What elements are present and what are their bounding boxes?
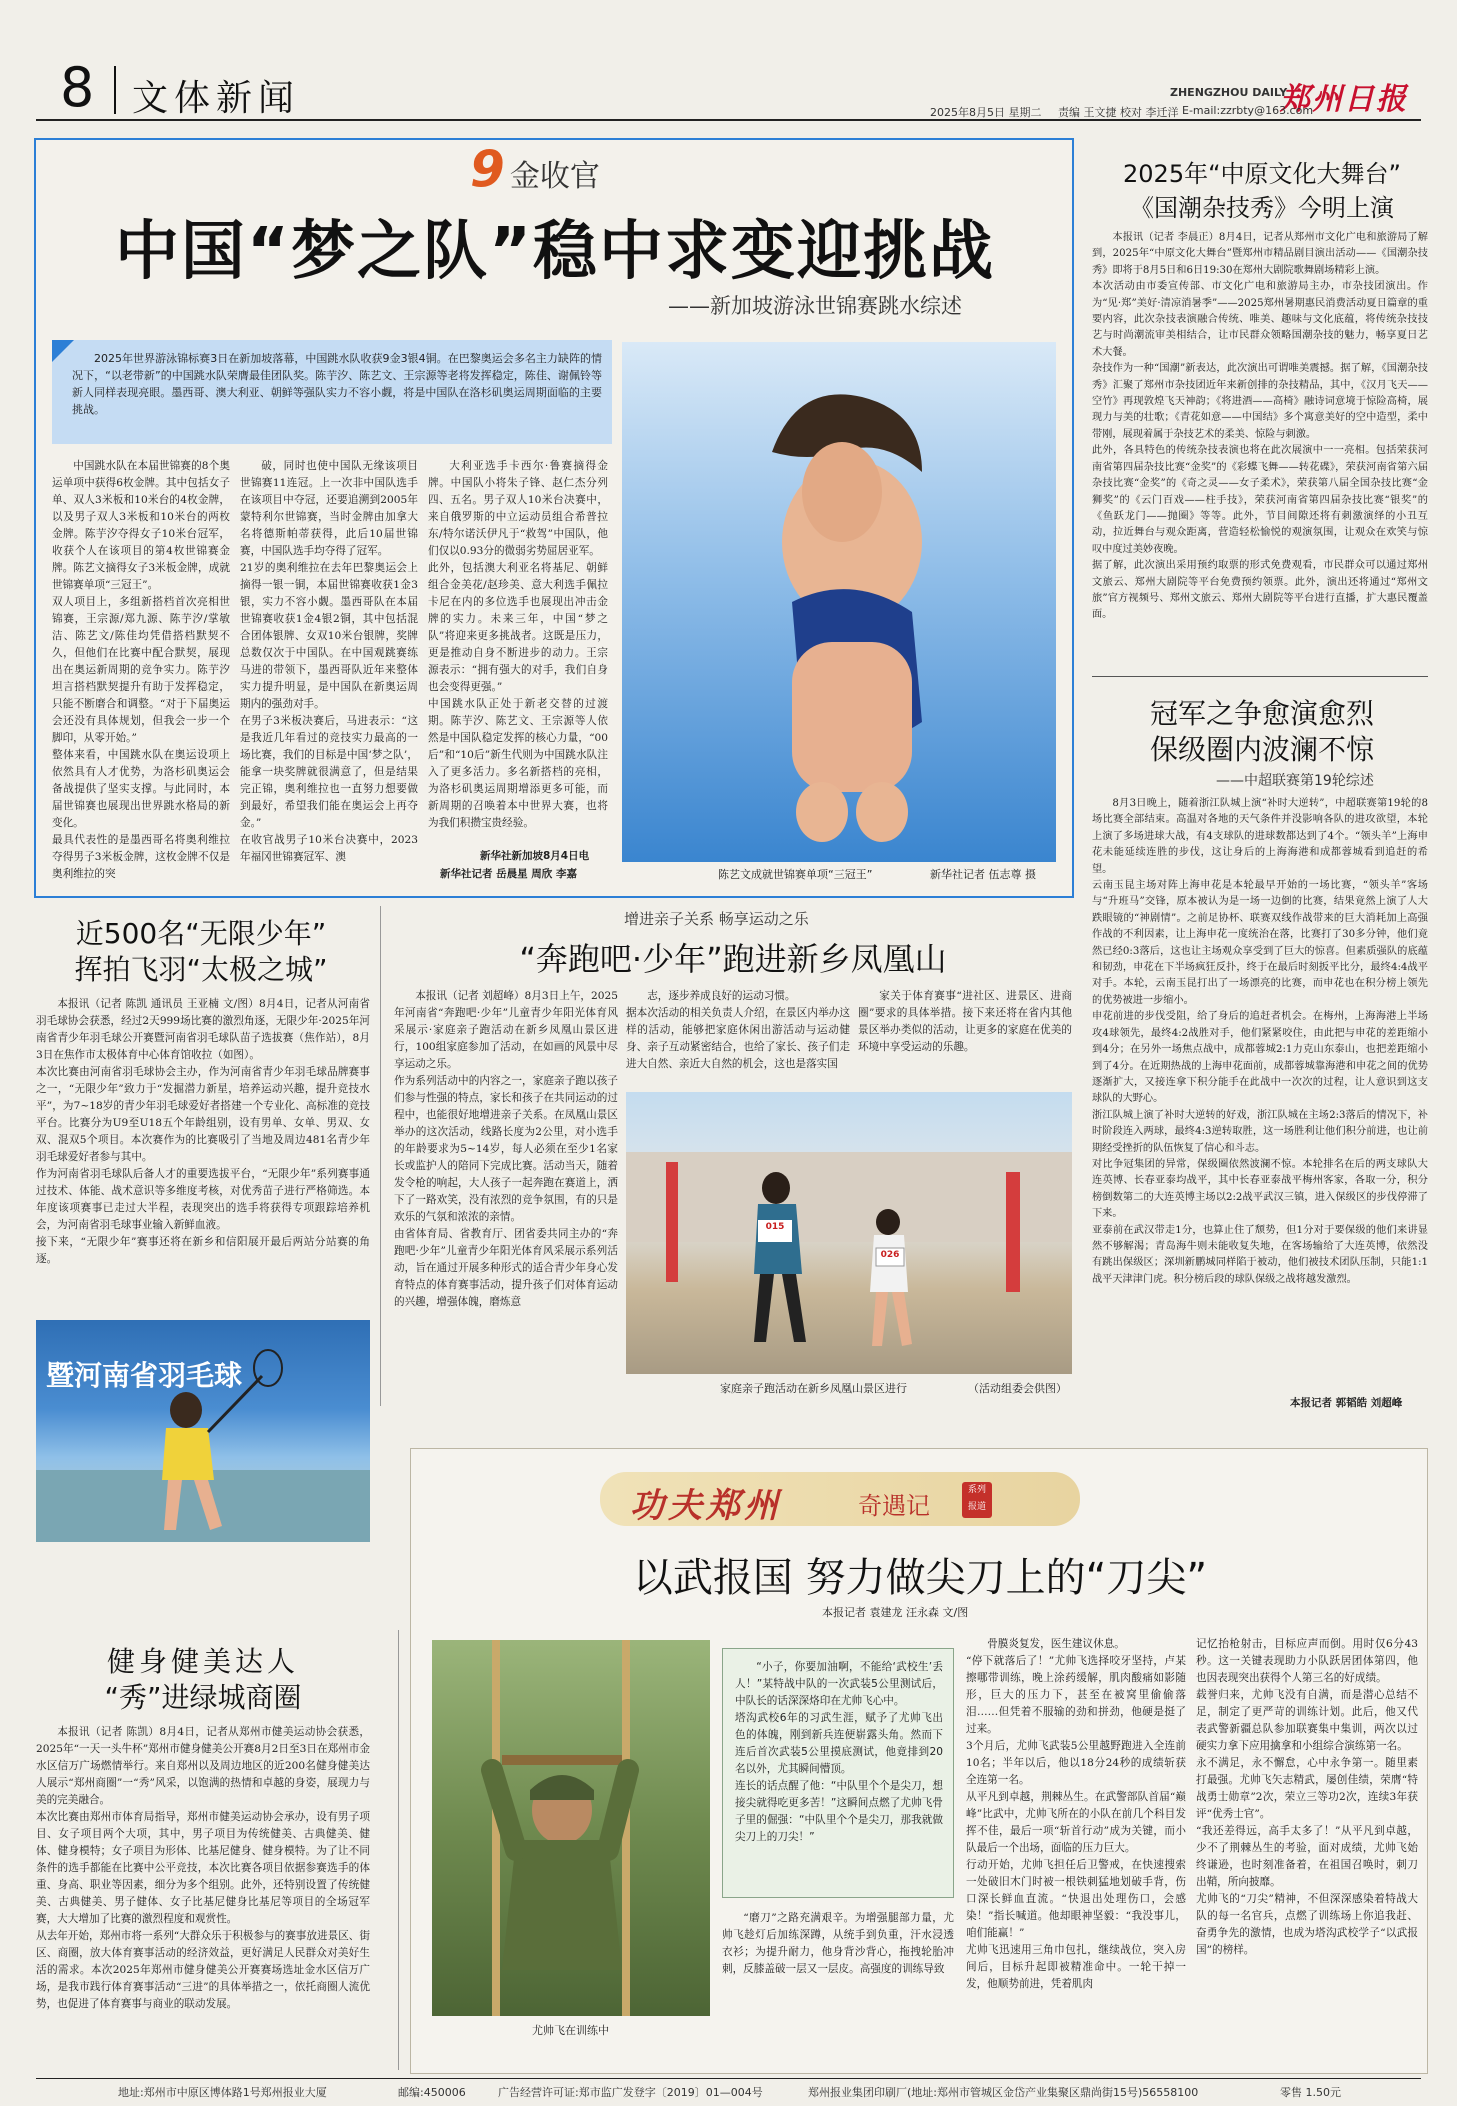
fitness-headline-1: 健身健美达人 — [106, 1645, 299, 1678]
section-title: 文体新闻 — [132, 78, 301, 119]
badminton-column-rule — [380, 906, 381, 1406]
paper-en-name: ZHENGZHOU DAILY — [1170, 86, 1288, 99]
fitness-body: 本报讯（记者 陈凯）8月4日，记者从郑州市健美运动协会获悉，2025年“一天一头牛杯”郑州市健身健美公开赛8月2日至3日在郑州市金水区信万广场燃情举行。来自郑州以及周边地区的近200名健身健美达人展示“郑州商圈”一“秀”风采，以饱满的热情和卓越的身姿，展现力与美的完美融合。 本次比赛由郑州市体育局指导，郑州市健美运动协会承办，设有男子项目、女子项目两个大项，其中，男子项目为传统健美、古典健美、健体、健身模特；女子项目为形体、比基尼健身、健身模特。为了让不同条件的选手都能在比赛中公平竞技，本次比赛各项目依据参赛选手的体重、身高、职业等因素，细分为多个组别。此外，还特别设置了传统健美、古典健美、男子健体、女子比基尼健身比基尼等项目的全场冠军赛，大大增加了比赛的激烈程度和观赏性。 从去年开始，郑州市将一系列“大群众乐于积极参与的赛事放进景区、街区、商圈，放大体育赛事活动的经济效益，更好满足人民群众对美好生活的需求。本次2025年郑州市健身健美公开赛赛场选址金水区信万广场，是我市践行体育赛事活动“三进”的具体举措之一，依托商圈人流优势，也促进了体育赛事与商业的联动发展。 — [36, 1726, 370, 2010]
summary-corner-icon — [52, 340, 74, 362]
kungfu-quote-box — [722, 1648, 954, 1898]
editor-line: 责编 王文捷 校对 李迁洋 — [1058, 106, 1179, 119]
fitness-column-rule — [398, 1630, 399, 2070]
kungfu-banner-title: 功夫郑州 — [630, 1486, 782, 1526]
running-kicker: 增进亲子关系 畅享运动之乐 — [624, 910, 809, 928]
lead-dateline: 新华社新加坡8月4日电 — [480, 850, 590, 862]
kungfu-photo — [432, 1640, 710, 2016]
diving-photo — [622, 342, 1056, 862]
right-divider-1 — [1092, 676, 1428, 677]
kicker-number: 9 — [470, 140, 505, 198]
lead-photo-credit: 新华社记者 伍志尊 摄 — [930, 868, 1036, 881]
fitness-headline-2: “秀”进绿城商圈 — [104, 1681, 302, 1714]
badminton-headline-2: 挥拍飞羽“太极之城” — [74, 953, 328, 986]
diver-illustration — [622, 342, 1056, 862]
footer-printer: 郑州报业集团印刷厂(地址:郑州市管城区金岱产业集聚区鼎尚街15号)56558100 — [808, 2086, 1199, 2099]
acrobatics-headline-1: 2025年“中原文化大舞台” — [1123, 160, 1401, 188]
footer-license: 广告经营许可证:郑市监广发登字〔2019〕01—004号 — [498, 2086, 763, 2099]
csl-headline-2: 保级圈内波澜不惊 — [1150, 733, 1375, 766]
lead-col3: 大利亚选手卡西尔·鲁赛摘得金牌。中国队小将朱子锋、赵仁杰分列四、五名。男子双人10米台决赛中，来自俄罗斯的中立运动员组合希普拉东/特尔诺沃伊凡于“救驾”中国队，他们仅以0.93分的微弱劣势屈居亚军。 此外，包括澳大利亚名将基尼、朝鲜组合金美花/赵珍美、意大利选手佩拉卡尼在内的多位选手也展现出冲击金牌的实力。未来三年，中国“梦之队”将迎来更多挑战者。这既是压力，更是推动自身不断进步的动力。王宗源表示：“拥有强大的对手，我们自身也会变得更强。” 中国跳水队正处于新老交替的过渡期。陈芋汐、陈艺文、王宗源等人依然是中国队稳定发挥的核心力量，“00后”和“10后”新生代则为中国跳水队注入了更多活力。多名新搭档的亮相，为洛杉矶奥运周期增添更多可能，而新周期的召唤着本中世界大赛，也将为我们积攒宝贵经验。 — [428, 460, 608, 829]
badminton-body: 本报讯（记者 陈凯 通讯员 王亚楠 文/图）8月4日，记者从河南省羽毛球协会获悉，经过2天999场比赛的激烈角逐，无限少年·2025年河南省青少年羽毛球公开赛暨河南省羽毛球队苗子选拔赛（焦作站），8月3日在焦作市太极体育中心体育馆收拉（如图）。 本次比赛由河南省羽毛球协会主办，作为河南省青少年羽毛球品牌赛事之一，“无限少年”致力于“发掘潜力新星，培养运动兴趣，提升竞技水平”，为7~18岁的青少年羽毛球爱好者搭建一个专业化、高标准的竞技平台。比赛分为U9至U18五个年龄组别，设有男单、女单、男双、女双、混双5个项目。本次赛作为的比赛吸引了当地及周边481名青少年羽毛球爱好者参与其中。 作为河南省羽毛球队后备人才的重要选拔平台，“无限少年”系列赛事通过技术、体能、战术意识等多维度考核，对优秀苗子进行严格筛选。本年度该项赛事已走过大半程，表现突出的选手将获得专项跟踪培养机会，为河南省羽毛球事业输入新鲜血液。 接下来，“无限少年”赛事还将在新乡和信阳展开最后两站分站赛的角逐。 — [36, 998, 370, 1265]
paper-logo: 郑州日报 — [1280, 82, 1408, 117]
masthead-rule — [36, 119, 1421, 121]
running-photo — [626, 1092, 1072, 1374]
page-number: 8 — [60, 56, 95, 119]
running-photo-caption: 家庭亲子跑活动在新乡凤凰山景区进行 — [720, 1382, 907, 1395]
lead-summary: 2025年世界游泳锦标赛3日在新加坡落幕，中国跳水队收获9金3银4铜。在巴黎奥运会多名主力缺阵的情况下，“以老带新”的中国跳水队荣膺最佳团队奖。陈芋汐、陈艺文、王宗源等老将发挥稳定，陈佳、谢佩铃等新人同样表现亮眼。墨西哥、澳大利亚、朝鲜等强队实力不容小觑，将是中国队在洛杉矶奥运周期面临的主要挑战。 — [72, 352, 602, 416]
running-col1: 本报讯（记者 刘超峰）8月3日上午，2025年河南省“奔跑吧·少年”儿童青少年阳光体育风采展示·家庭亲子跑活动在新乡凤凰山景区进行，100组家庭参加了活动，在如画的风景中尽享运动之乐。 作为系列活动中的内容之一，家庭亲子跑以孩子们参与性强的特点，家长和孩子在共同运动的过程中，也能很好地增进亲子关系。在凤凰山景区举办的这次活动，线路长度为2公里，对小选手的年龄要求为5~14岁，每人必须在至少1名家长或监护人的陪同下完成比赛。活动当天，随着发令枪的响起，大人孩子一起奔跑在赛道上，洒下了一路欢笑，没有浓烈的竞争氛围，有的只是欢乐的气氛和浓浓的亲情。 由省体育局、省教育厅、团省委共同主办的“奔跑吧·少年”儿童青少年阳光体育风采展示系列活动，旨在通过开展多种形式的适合青少年身心发育特点的体育赛事活动，提升孩子们对体育运动的兴趣，增强体魄，磨炼意 — [394, 990, 618, 1308]
lead-subhead: ——新加坡游泳世锦赛跳水综述 — [668, 294, 962, 318]
running-photo-credit: （活动组委会供图） — [968, 1382, 1067, 1395]
lead-summary-box — [52, 340, 612, 444]
lead-kicker — [470, 140, 600, 198]
running-headline: “奔跑吧·少年”跑进新乡凤凰山 — [519, 940, 947, 978]
kungfu-col3: 记忆抬枪射击，目标应声而倒。用时仅6分43秒。这一关键表现助力小队跃居团体第四，他也因表现突出获得个人第三名的好成绩。 载誉归来，尤帅飞没有自满，而是潜心总结不足，制定了更严苛的训练计划。此后，他又代表武警新疆总队参加联赛集中集训，两次以过硬实力拿下应用擒拿和小组综合演练第一名。 永不满足，永不懈怠，心中永争第一。随里素打最强。尤帅飞矢志精武，屡创佳绩，荣膺“特战勇士勋章”2次，荣立三等功2次，连续3年获评“优秀士官”。 “我还差得远，高手太多了！”从平凡到卓越，少不了荆棘丛生的考验，面对成绩，尤帅飞始终谦逊，也时刻准备着，在祖国召唤时，刺刀出鞘，所向披靡。 尤帅飞的“刀尖”精神，不但深深感染着特战大队的每一名官兵，点燃了训练场上你追我赶、奋勇争先的激情，也成为塔沟武校学子“以武报国”的榜样。 — [1196, 1638, 1418, 1956]
footer-postcode: 邮编:450006 — [398, 2086, 466, 2099]
kungfu-series-tag — [962, 1482, 992, 1518]
lead-reporters: 新华社记者 岳晨星 周欣 李嘉 — [440, 868, 577, 880]
badminton-headline-1: 近500名“无限少年” — [75, 917, 327, 950]
lead-col1: 中国跳水队在本届世锦赛的8个奥运单项中获得6枚金牌。其中包括女子单、双人3米板和10米台的4枚金牌，以及男子双人3米板和10米台的两枚金牌。陈芋汐夺得女子10米台冠军，收获个人在该项目的第4枚世锦赛金牌。陈艺文摘得女子3米板金牌，成就世锦赛单项“三冠王”。 双人项目上，多组新搭档首次亮相世锦赛，王宗源/郑九源、陈芋汐/掌敏洁、陈艺文/陈佳均凭借搭档默契不久，但他们在比赛中配合默契，展现出在奥运新周期的竞争实力。陈芋汐坦言搭档默契提升有助于发挥稳定，只能不断磨合和调整。“对于下届奥运会还没有具体规划，但我会一步一个脚印，从零开始。” 整体来看，中国跳水队在奥运设项上依然具有人才优势，为洛杉矶奥运会备战提供了坚实支撑。与此同时，本届世锦赛也展现出世界跳水格局的新变化。 最具代表性的是墨西哥名将奥利维拉夺得男子3米板金牌，这枚金牌不仅是奥利维拉的突 — [52, 460, 230, 880]
csl-headline-1: 冠军之争愈演愈烈 — [1150, 697, 1375, 730]
running-col3: 家关于体育赛事“进社区、进景区、进商圈”要求的具体举措。接下来还将在省内其他景区举办类似的活动，让更多的家庭在优美的环境中享受运动的乐趣。 — [858, 990, 1072, 1053]
csl-byline: 本报记者 郭韬皓 刘超峰 — [1290, 1397, 1403, 1409]
lead-col2: 破，同时也使中国队无缘该项目世锦赛11连冠。上一次非中国队选手在该项目中夺冠，还要追溯到2005年蒙特利尔世锦赛，当时金牌由加拿大名将德斯帕蒂获得，此后10届世锦赛，中国队选手均夺得了冠军。 21岁的奥利维拉在去年巴黎奥运会上摘得一银一铜，本届世锦赛收获1金3银，实力不容小觑。墨西哥队在本届世锦赛收获1金4银2铜，其中包括混合团体银牌、女双10米台银牌，奖牌总数仅次于中国队。在中国观跳赛练马进的带领下，墨西哥队近年来整体实力提升明显，是中国队在新奥运周期内的强劲对手。 在男子3米板决赛后，马进表示：“这是我近几年看过的竞技实力最高的一场比赛，我们的目标是中国‘梦之队’，能拿一块奖牌就很满意了，但是结果完正锦，奥利维拉也一直努力想要做到最好，希望我们能在奥运会上再夺金。” 在收官战男子10米台决赛中，2023年福冈世锦赛冠军、澳 — [240, 460, 418, 863]
kungfu-banner — [600, 1472, 1080, 1526]
footer-price: 零售 1.50元 — [1280, 2086, 1341, 2099]
kungfu-headline: 以武报国 努力做尖刀上的“刀尖” — [632, 1555, 1208, 1601]
csl-subhead: ——中超联赛第19轮综述 — [1216, 773, 1374, 789]
acrobatics-body: 本报讯（记者 李晨正）8月4日，记者从郑州市文化广电和旅游局了解到，2025年“中原文化大舞台”暨郑州市精品剧目演出活动——《国潮杂技秀》即将于8月5日和6日19:30在郑州大剧院歌舞剧场精彩上演。 本次活动由市委宣传部、市文化广电和旅游局主办，市杂技团演出。作为“见·郑”美好·清凉消暑季”——2025郑州暑期惠民消费活动夏日篇章的重要内容，此次杂技表演融合传统、唯美、趣味与文化底蕴，将传统杂技技艺与时尚潮流审美相结合，让市民群众领略国潮杂技的魅力，畅享夏日艺术大餐。 杂技作为一种“国潮”新表达，此次演出可谓唯美震撼。据了解，《国潮杂技秀》汇聚了郑州市杂技团近年来新创排的杂技精品，其中，《汉月飞天——空竹》再现敦煌飞天神韵；《将进酒——高椅》融诗词意境于惊险高椅，展现力与美的壮歌；《青花如意——中国结》多个寓意美好的空中造型，柔中带刚，展现着属于杂技艺术的柔美、惊险与刺激。 此外，各具特色的传统杂技表演也将在此次展演中一一亮相。包括荣获河南省第四届杂技比赛“金奖”的《彩蝶飞舞——转花碟》，荣获河南省第六届杂技比赛“金奖”的《奇之灵——女子柔术》，荣获第八届全国杂技比赛“金狮奖”的《云门百戏——柱手技》，荣获河南省第四届杂技比赛“银奖”的《鱼跃龙门——抛圈》等等。此外，节目间隙还将有刺激演绎的小丑互动，拉近舞台与观众距离，营造轻松愉悦的观演氛围，让观众在欢笑与惊叹中度过美妙夜晚。 据了解，此次演出采用预约取票的形式免费观看，市民群众可以通过郑州文旅云、郑州大剧院等平台免费预约领票。此外，演出还将通过“郑州文旅”官方视频号、郑州文旅云、郑州大剧院等平台进行直播，扩大惠民覆盖面。 — [1092, 232, 1428, 621]
acrobatics-headline-2: 《国潮杂技秀》今明上演 — [1130, 194, 1394, 222]
runner-bib-2: 026 — [880, 1250, 900, 1260]
badminton-photo — [36, 1320, 370, 1542]
footer-rule — [36, 2078, 1421, 2079]
kungfu-series-tag-2: 报道 — [967, 1502, 986, 1512]
badminton-player-illustration — [36, 1320, 370, 1542]
soldier-illustration — [432, 1640, 710, 2016]
kungfu-photo-caption: 尤帅飞在训练中 — [532, 2024, 609, 2037]
kungfu-series-tag-1: 系列 — [967, 1485, 986, 1495]
kungfu-col1-tail: “磨刀”之路充满艰辛。为增强腿部力量，尤帅飞趁灯后加练深蹲，从统手到负重，汗水浸透衣衫；为提升耐力，他身背沙背心，拖拽轮胎冲刺，反膝盖破一层又一层皮。高强度的训练导致 — [722, 1912, 954, 1975]
lead-headline: 中国“梦之队”稳中求变迎挑战 — [114, 215, 996, 289]
masthead-divider — [114, 66, 116, 114]
kungfu-banner-sub: 奇遇记 — [858, 1492, 930, 1520]
email-line: E-mail:zzrbty@163.com — [1182, 104, 1314, 117]
runner-bib-1: 015 — [765, 1222, 785, 1232]
badminton-banner-text: 暨河南省羽毛球 — [46, 1359, 243, 1392]
running-col2: 志，逐步养成良好的运动习惯。 据本次活动的相关负责人介绍，在景区内举办这样的活动，能够把家庭休闲出游活动与运动健身、亲子互动紧密结合，也给了家长、孩子们走进大自然、亲近大自然的机会，这也是落实国 — [626, 990, 850, 1070]
footer-address: 地址:郑州市中原区博体路1号郑州报业大厦 — [118, 2086, 327, 2099]
kicker-text: 金收官 — [509, 159, 600, 194]
date-line: 2025年8月5日 星期二 — [930, 106, 1042, 119]
kungfu-byline: 本报记者 袁建龙 汪永森 文/图 — [822, 1606, 969, 1619]
csl-body: 8月3日晚上，随着浙江队城上演“补时大逆转”，中超联赛第19轮的8场比赛全部结束。高温对各地的天气条件并没影响各队的进攻欲望，本轮上演了多场进球大战，有4支球队的进球数都达到了4个。“领头羊”上海申花未能延续连胜的步伐，这让身后的上海海港和成都蓉城看到追赶的希望。 云南玉昆主场对阵上海申花是本轮最早开始的一场比赛，“领头羊”客场与“升班马”交锋，原本被认为是一场一边倒的比赛，结果竟然上演了人大跌眼镜的“神剧情”。之前足协杯、联赛双线作战带来的巨大消耗加上高强作战的不利因素，让上海申花一度统治在落，比赛打了30多分钟，他们竟然已经0:3落后，这也让主场观众享受到了巨大的惊喜。但素质强队的底蕴和韧劲，申花在下半场疯狂反扑，终于在最后时刻扳平比分，最终4:4战平对手。本轮，云南玉昆打出了一场漂亮的比赛，而申花也在积分榜上领先的优势被进一步缩小。 申花前进的步伐受阻，给了身后的追赶者机会。在梅州，上海海港上半场攻4球领先，最终4:2战胜对手，他们紧紧咬住，由此把与申花的差距缩小到4分；在另外一场焦点战中，成都蓉城2:1力克山东泰山，也把差距缩小到了4分。在近期热战的上海申花面前，成都蓉城靠海港和申花之间的优势逐渐扩大，又接连拿下积分能手在此战中一次次的过程，让人意识到这支球队的大野心。 浙江队城上演了补时大逆转的好戏，浙江队城在主场2:3落后的情况下，补时阶段连入两球，最终4:3逆转取胜，这一场胜利让他们积分前进，也让前期经受挫折的队伍恢复了信心和斗志。 对比争冠集团的异常，保级圈依然波澜不惊。本轮排名在后的两支球队大连英博、长春亚泰均战平，其中长春亚泰战平梅州客家，各取一分，积分榜倒数第二的大连英博主场以2:2战平武汉三镇，进入保级区的步伐停滞了下来。 亚泰前在武汉带走1分，也算止住了颓势，但1分对于要保级的他们来讲显然不够解渴；青岛海牛则未能收复失地，在客场输给了大连英博，依然没有跳出保级区；深圳新鹏城同样陷于被动，他们被技术团队压制，只能1:1战平天津津门虎。积分榜后段的球队保级之战将越发激烈。 — [1092, 798, 1428, 1285]
masthead — [0, 0, 1457, 124]
kungfu-col2: 骨膜炎复发，医生建议休息。 “停下就落后了！”尤帅飞选择咬牙坚持，卢某擦哪带训练，晚上涂药缓解，肌肉酸痛如影随形，巨大的压力下，甚至在被窝里偷偷落泪……但凭着不服输的劲和拼劲，他硬是挺了过来。 3个月后，尤帅飞武装5公里越野跑进入全连前10名；半年以后，他以18分24秒的成绩斩获全连第一名。 从平凡到卓越，荆棘丛生。在武警部队首届“巅峰”比武中，尤帅飞所在的小队在前几个科目发挥不佳，最后一项“斩首行动”成为关键，而小队最后一个出场，面临的压力巨大。 行动开始，尤帅飞担任后卫警戒，在快速搜索一处破旧木门时被一根铁刺猛地划破手背，伤口深长鲜血直流。“快退出处理伤口，会感染！”指长喊道。他却眼神坚毅：“我没事儿，咱们能赢！” 尤帅飞迅速用三角巾包扎，继续战位，突入房间后，目标升起即被精准命中。一轮干掉一发，他顺势前进，凭着肌肉 — [966, 1638, 1186, 1990]
kungfu-quote: “小子，你要加油啊，不能给‘武校生’丢人！”某特战中队的一次武装5公里测试后，中队长的话深深烙印在尤帅飞心中。 塔沟武校6年的习武生涯，赋予了尤帅飞出色的体魄，刚到新兵连便崭露头角。然而下连后首次武装5公里摸底测试，他竟排到20名以外，尤其瞬间懵顶。 连长的话点醒了他：“中队里个个是尖刀，想接尖就得吃更多苦！”这瞬间点燃了尤帅飞骨子里的倔强：“中队里个个是尖刀，那我就做尖刀上的刀尖！” — [735, 1661, 943, 1843]
runners-illustration — [626, 1092, 1072, 1374]
lead-photo-caption: 陈艺文成就世锦赛单项“三冠王” — [718, 868, 873, 881]
